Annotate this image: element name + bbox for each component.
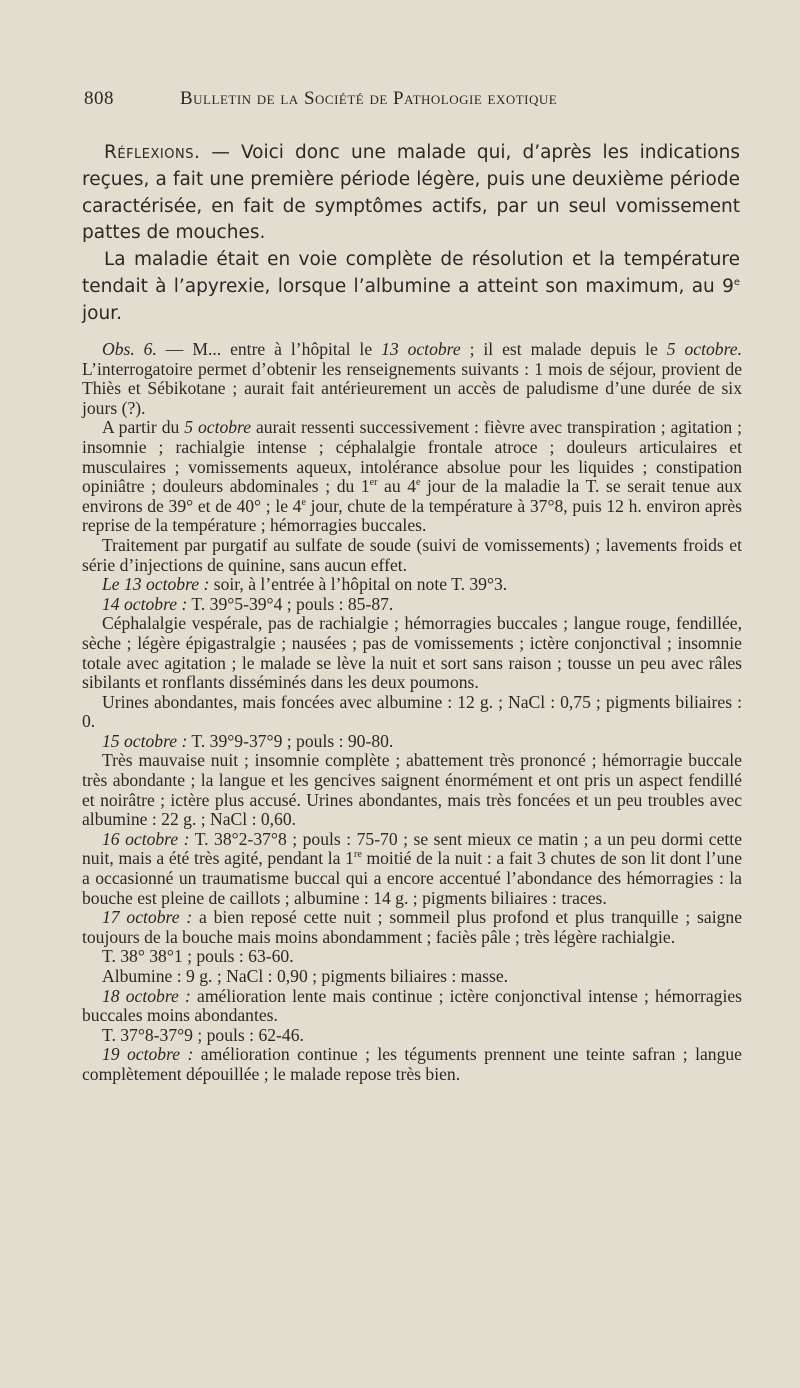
reflexions-paragraph-2: La maladie était en voie complète de résolution et la température tendait à l’apyrexie, lorsque l’albumine a atteint son maximum, au 9e jour.	[82, 249, 740, 324]
obs-label: Obs. 6.	[102, 339, 157, 359]
obs-entry-17-oct: 17 octobre : a bien reposé cette nuit ; sommeil plus profond et plus tranquille ; saigne toujours de la bouche mais moins abondamment ; faciès pâle ; très légère rachialgie.	[82, 907, 743, 947]
reflexions-label: Réflexions.	[104, 142, 201, 163]
journal-title: Bulletin de la Société de Pathologie exotique	[180, 88, 558, 109]
obs-entry-19-oct: 19 octobre : amélioration continue ; les téguments prennent une teinte safran ; langue complètement dépouillée ; le malade repose très bien.	[82, 1044, 742, 1084]
obs-line-temp-18: T. 37°8-37°9 ; pouls : 62-46.	[102, 1024, 304, 1045]
obs-entry-18-oct: 18 octobre : amélioration lente mais continue ; ictère conjonctival intense ; hémorragies buccales moins abondantes.	[82, 985, 742, 1026]
obs-paragraph-symptoms-14: Céphalalgie vespérale, pas de rachialgie ; hémorragies buccales ; langue rouge, fendillée, sèche ; légère épigastralgie ; nausées ; pas de vomissements ; ictère conjonctival ; insomnie totale avec agitation ; le malade se lève la nuit et sort sans raison ; tousse un peu avec râles sibilants et ronflants disséminés dans les deux poumons.	[82, 613, 742, 693]
obs-entry-15-oct: 15 octobre : T. 39°9-37°9 ; pouls : 90-80.	[102, 730, 394, 751]
obs-paragraph-history: A partir du 5 octobre aurait ressenti successivement : fièvre avec transpiration ; agitation ; insomnie ; rachialgie intense ; céphalalgie frontale atroce ; douleurs articulaires et musculaires ; vomissements aqueux, intolérance absolue pour les liquides ; constipation opiniâtre ; douleurs abdominales ; du 1er au 4e jour de la maladie la T. se serait tenue aux environs de 39° et de 40° ; le 4e jour, chute de la température à 37°8, puis 12 h. environ après reprise de la température ; hémorragies buccales.	[82, 417, 743, 536]
obs-entry-16-oct: 16 octobre : T. 38°2-37°8 ; pouls : 75-70 ; se sent mieux ce matin ; a un peu dormi cette nuit, mais a été très agité, pendant la 1re moitié de la nuit : a fait 3 chutes de son lit dont l’une a occasionné un traumatisme buccal qui a encore accentué l’abondance des hémorragies : la bouche est pleine de caillots ; albumine : 14 g. ; pigments biliaires : traces.	[82, 828, 743, 908]
obs-paragraph-urines-14: Urines abondantes, mais foncées avec albumine : 12 g. ; NaCl : 0,75 ; pigments biliaires : 0.	[82, 691, 742, 732]
obs-paragraph-symptoms-15: Très mauvaise nuit ; insomnie complète ; abattement très prononcé ; hémorragie buccale très abondante ; la langue et les gencives saignent énormément et ont pris un aspect fendillé et noirâtre ; ictère plus accusé. Urines abondantes, mais très foncées et un peu troubles avec albumine : 22 g. ; NaCl : 0,60.	[82, 750, 742, 830]
obs-line-albumine-17: Albumine : 9 g. ; NaCl : 0,90 ; pigments biliaires : masse.	[102, 966, 509, 986]
obs-entry-14-oct: 14 octobre : T. 39°5-39°4 ; pouls : 85-87.	[102, 593, 394, 614]
obs-paragraph-treatment: Traitement par purgatif au sulfate de soude (suivi de vomissements) ; lavements froids et série d’injections de quinine, sans aucun effet.	[82, 534, 742, 575]
obs-paragraph-intro: Obs. 6. — M... entre à l’hôpital le 13 octobre ; il est malade depuis le 5 octobre. L’interrogatoire permet d’obtenir les renseignements suivants : 1 mois de séjour, provient de Thiès et Sébikotane ; aurait fait antérieurement un accès de paludisme d’une durée de six jours (?).	[82, 339, 742, 418]
page-number: 808	[84, 88, 114, 109]
reflexions-paragraph-1: Réflexions. — Voici donc une malade qui, d’après les indications reçues, a fait une première période légère, puis une deuxième période caractérisée, en fait de symptômes actifs, par un seul vomissement pattes de mouches.	[82, 142, 740, 244]
reflexions-section	[82, 140, 740, 328]
obs-entry-13-oct: Le 13 octobre : soir, à l’entrée à l’hôpital on note T. 39°3.	[102, 574, 508, 595]
observation-section	[82, 340, 742, 1085]
obs-line-temp-17: T. 38° 38°1 ; pouls : 63-60.	[102, 946, 294, 967]
